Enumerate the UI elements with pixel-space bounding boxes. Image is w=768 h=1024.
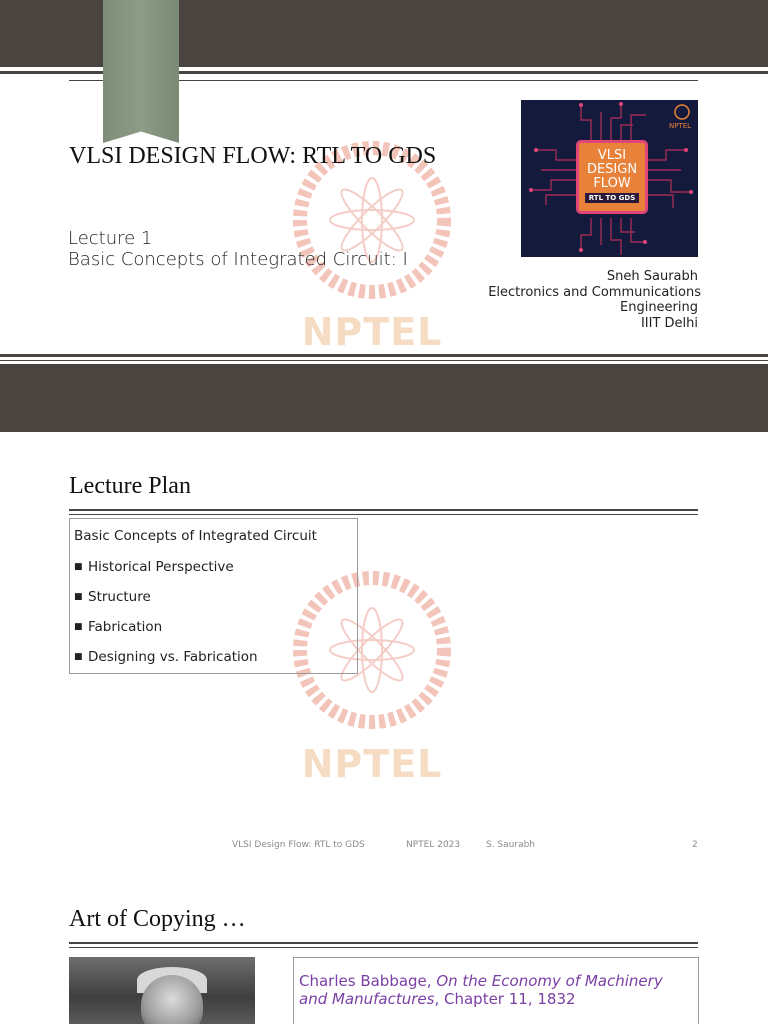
footer-author: S. Saurabh bbox=[486, 840, 535, 850]
citation-author: Charles Babbage, bbox=[299, 972, 437, 990]
slide1-bottom-band bbox=[0, 364, 768, 432]
bullet-icon: ■ bbox=[74, 562, 83, 572]
plan-item-label: Designing vs. Fabrication bbox=[88, 649, 258, 665]
bookmark-ribbon bbox=[103, 0, 179, 143]
plan-item-label: Structure bbox=[88, 589, 151, 605]
logo-line1: VLSI bbox=[597, 148, 627, 163]
bottom-thin-rule bbox=[0, 360, 768, 361]
slide2-title: Lecture Plan bbox=[69, 473, 191, 499]
citation-text bbox=[299, 972, 694, 1008]
bullet-icon: ■ bbox=[74, 652, 83, 662]
lecture-plan-box bbox=[69, 518, 358, 674]
slide3-title: Art of Copying … bbox=[69, 906, 246, 932]
watermark-text: NPTEL bbox=[301, 310, 443, 354]
slide3-rule-2 bbox=[69, 947, 698, 948]
watermark-text: NPTEL bbox=[301, 742, 443, 786]
plan-list bbox=[74, 559, 258, 679]
plan-heading: Basic Concepts of Integrated Circuit bbox=[74, 528, 317, 544]
deck-title: VLSI DESIGN FLOW: RTL TO GDS bbox=[69, 143, 437, 169]
slide3-rule-1 bbox=[69, 942, 698, 944]
logo-line2: DESIGN bbox=[586, 162, 638, 177]
list-item bbox=[74, 619, 258, 649]
citation-work: On the Economy of Machinery and Manufactures bbox=[299, 972, 663, 1008]
footer-year: NPTEL 2023 bbox=[406, 840, 461, 850]
bottom-rule bbox=[0, 354, 768, 357]
logo-line3: FLOW bbox=[593, 176, 631, 191]
citation-box bbox=[293, 957, 699, 1024]
plan-item-label: Historical Perspective bbox=[88, 559, 234, 575]
course-logo bbox=[521, 100, 698, 257]
lecture-subtitle bbox=[68, 228, 468, 270]
footer-course: VLSI Design Flow: RTL to GDS bbox=[232, 840, 365, 850]
bullet-icon: ■ bbox=[74, 622, 83, 632]
author-name: Sneh Saurabh bbox=[606, 269, 698, 284]
portrait-photo bbox=[69, 957, 255, 1024]
author-institute: IIIT Delhi bbox=[640, 315, 698, 331]
citation-chapter: , Chapter 11, 1832 bbox=[434, 990, 576, 1008]
author-block bbox=[488, 269, 701, 331]
list-item bbox=[74, 649, 258, 679]
lecture-number: Lecture 1 bbox=[68, 228, 153, 249]
logo-tag: RTL TO GDS bbox=[585, 193, 639, 203]
lecture-topic: Basic Concepts of Integrated Circuit: I bbox=[68, 249, 408, 270]
slide2-rule-2 bbox=[69, 514, 698, 515]
bullet-icon: ■ bbox=[74, 592, 83, 602]
author-dept-line2: Engineering bbox=[620, 300, 698, 316]
logo-badge bbox=[576, 140, 648, 214]
slide2-rule-1 bbox=[69, 509, 698, 511]
author-dept-line1: Electronics and Communications bbox=[488, 284, 701, 300]
list-item bbox=[74, 559, 258, 589]
logo-corner-label: NPTEL bbox=[669, 122, 692, 130]
plan-item-label: Fabrication bbox=[88, 619, 163, 635]
footer-page-number: 2 bbox=[692, 840, 698, 850]
list-item bbox=[74, 589, 258, 619]
